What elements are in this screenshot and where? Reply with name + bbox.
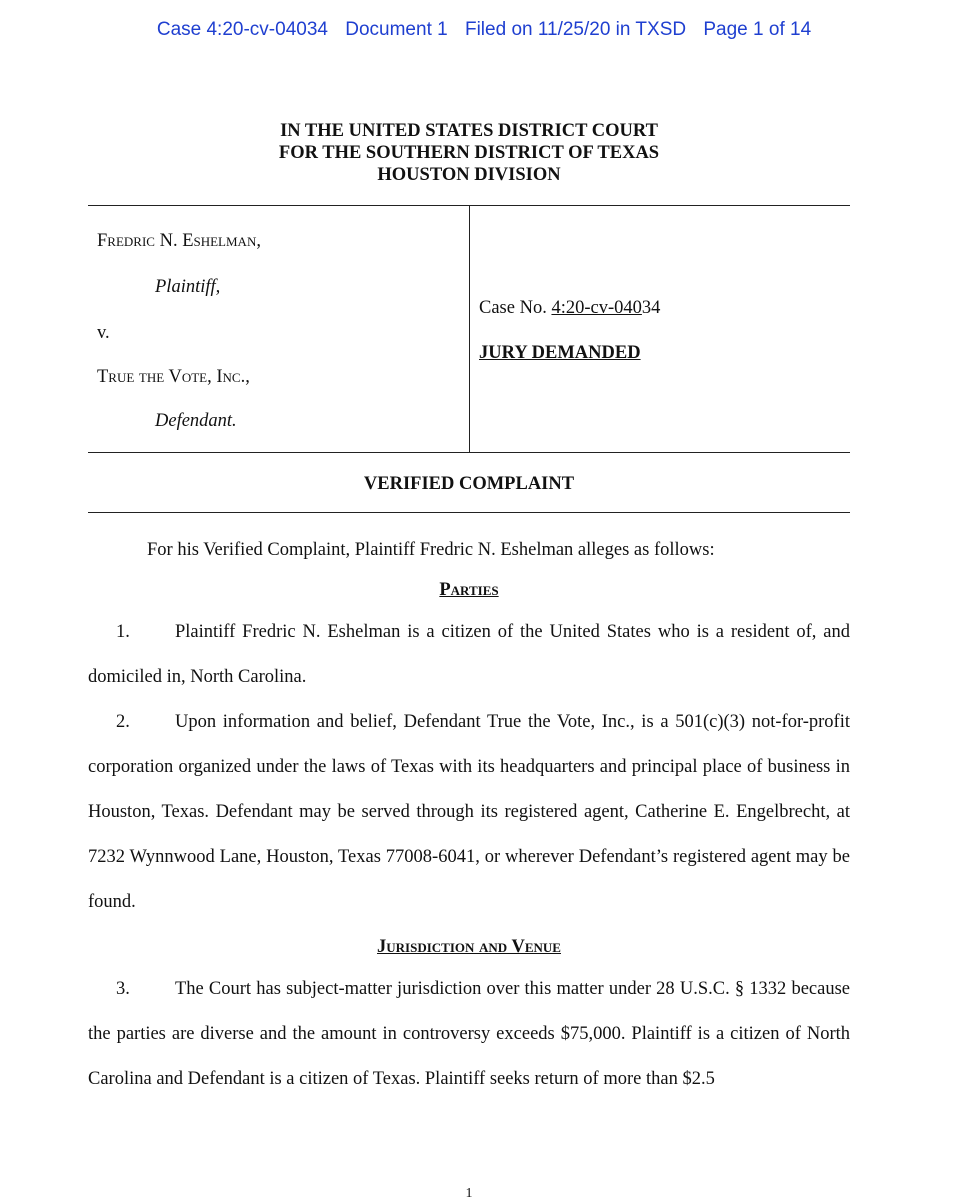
ecf-filing-header: [0, 19, 968, 41]
jury-demanded: JURY DEMANDED: [479, 343, 641, 363]
case-number-field: [479, 298, 660, 319]
page-number: 1: [465, 1186, 473, 1201]
versus: v.: [97, 323, 110, 343]
page-count-stamp: Page 1 of 14: [703, 19, 812, 40]
paragraph-text: Upon information and belief, Defendant True the Vote, Inc., is a 501(c)(3) not-for-profit corporation organized under the laws of Texas with its headquarters and principal place of business in Houston, Texas. Defendant may be served through its registered agent, Catherine E. Engelbrecht, at 7232 Wynnwood Lane, Houston, Texas 77008-6041, or wherever Defendant’s registered agent may be found.: [88, 712, 850, 912]
plaintiff-name: Fredric N. Eshelman,: [97, 231, 261, 251]
defendant-name: True the Vote, Inc.,: [97, 367, 250, 387]
paragraph-1: [88, 610, 850, 700]
paragraph-3: [88, 967, 850, 1102]
caption-bottom-rule: [88, 452, 850, 453]
case-number-stamp: Case 4:20-cv-04034: [156, 19, 328, 40]
caption-divider: [469, 205, 470, 453]
filed-date-stamp: Filed on 11/25/20 in TXSD: [464, 19, 687, 40]
document-title: VERIFIED COMPLAINT: [363, 474, 575, 494]
court-line-3: HOUSTON DIVISION: [377, 165, 561, 185]
title-rule: [88, 512, 850, 513]
paragraph-2: [88, 700, 850, 925]
section-heading-jurisdiction: Jurisdiction and Venue: [377, 937, 561, 957]
case-number-tail: 34: [641, 298, 661, 318]
paragraph-number: 3.: [116, 979, 130, 999]
paragraph-text: The Court has subject-matter jurisdiction over this matter under 28 U.S.C. § 1332 because the parties are diverse and the amount in controversy exceeds $75,000. Plaintiff is a citizen of North Carolina and Defendant is a citizen of Texas. Plaintiff seeks return of more than $2.5: [88, 979, 850, 1089]
case-number-filled: 4:20-cv-040: [551, 298, 642, 318]
document-number-stamp: Document 1: [345, 19, 448, 40]
court-line-1: IN THE UNITED STATES DISTRICT COURT: [280, 121, 658, 141]
section-heading-parties: Parties: [439, 580, 499, 600]
defendant-role: Defendant.: [155, 411, 237, 431]
court-line-2: FOR THE SOUTHERN DISTRICT OF TEXAS: [278, 143, 660, 163]
court-heading: [0, 120, 938, 186]
intro-sentence: For his Verified Complaint, Plaintiff Fredric N. Eshelman alleges as follows:: [147, 540, 715, 560]
paragraph-number: 1.: [116, 622, 130, 642]
paragraph-number: 2.: [116, 712, 130, 732]
case-number-label: Case No.: [479, 298, 547, 318]
paragraph-text: Plaintiff Fredric N. Eshelman is a citizen of the United States who is a resident of, and domiciled in, North Carolina.: [88, 622, 850, 687]
plaintiff-role: Plaintiff,: [155, 277, 221, 297]
